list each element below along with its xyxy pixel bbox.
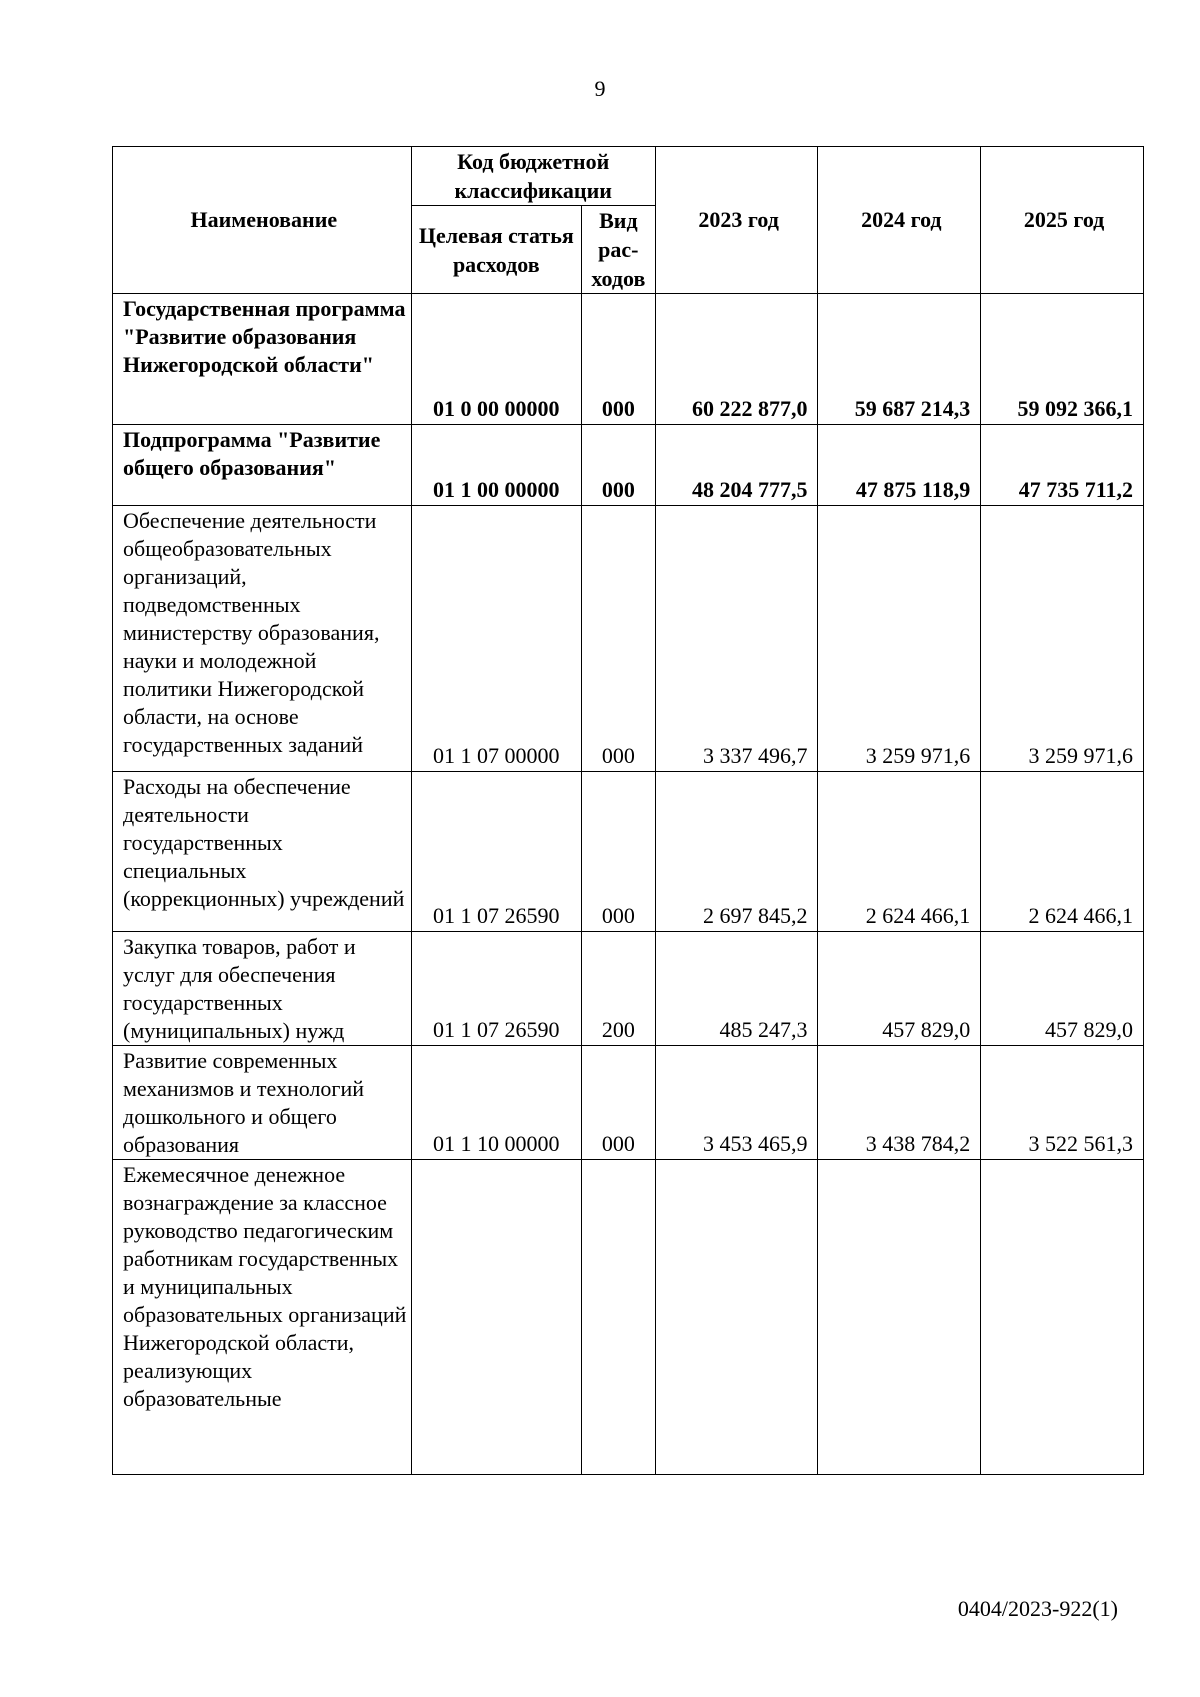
table-row	[113, 294, 1144, 425]
row-value-2025	[981, 1160, 1144, 1475]
row-expense-kind: 000	[581, 1046, 655, 1160]
row-value-2023: 485 247,3	[655, 932, 818, 1046]
row-value-2023: 48 204 777,5	[655, 425, 818, 506]
row-target-article: 01 1 00 00000	[411, 425, 581, 506]
row-name: Обеспечение деятельности общеобразовательных организаций, подведомственных министерству образования, науки и молодежной политики Нижегородской области, на основе государственных заданий	[113, 506, 412, 772]
row-target-article: 01 0 00 00000	[411, 294, 581, 425]
row-target-article: 01 1 10 00000	[411, 1046, 581, 1160]
row-value-2023: 3 453 465,9	[655, 1046, 818, 1160]
row-value-2025: 3 522 561,3	[981, 1046, 1144, 1160]
row-target-article: 01 1 07 26590	[411, 772, 581, 932]
row-target-article: 01 1 07 00000	[411, 506, 581, 772]
header-name: Наименование	[113, 147, 412, 294]
table-row	[113, 772, 1144, 932]
row-value-2024: 2 624 466,1	[818, 772, 981, 932]
header-target-article: Целевая статья расходов	[411, 206, 581, 294]
row-target-article: 01 1 07 26590	[411, 932, 581, 1046]
table-row	[113, 506, 1144, 772]
header-2023: 2023 год	[655, 147, 818, 294]
row-expense-kind: 200	[581, 932, 655, 1046]
row-value-2023: 2 697 845,2	[655, 772, 818, 932]
row-value-2024: 47 875 118,9	[818, 425, 981, 506]
row-name: Ежемесячное денежное вознаграждение за классное руководство педагогическим работникам государственных и муниципальных образовательных организаций Нижегородской области, реализующих образовательные	[113, 1160, 412, 1475]
row-value-2025: 457 829,0	[981, 932, 1144, 1046]
row-expense-kind	[581, 1160, 655, 1475]
row-value-2025: 59 092 366,1	[981, 294, 1144, 425]
header-2025: 2025 год	[981, 147, 1144, 294]
row-value-2023: 60 222 877,0	[655, 294, 818, 425]
row-value-2024: 3 438 784,2	[818, 1046, 981, 1160]
table-row	[113, 425, 1144, 506]
row-name: Расходы на обеспечение деятельности государственных специальных (коррекционных) учреждений	[113, 772, 412, 932]
row-value-2024	[818, 1160, 981, 1475]
row-value-2025: 3 259 971,6	[981, 506, 1144, 772]
row-value-2023	[655, 1160, 818, 1475]
header-expense-kind: Вид рас-ходов	[581, 206, 655, 294]
row-target-article	[411, 1160, 581, 1475]
row-value-2024: 457 829,0	[818, 932, 981, 1046]
row-value-2025: 47 735 711,2	[981, 425, 1144, 506]
row-expense-kind: 000	[581, 294, 655, 425]
row-value-2023: 3 337 496,7	[655, 506, 818, 772]
budget-table	[112, 146, 1144, 1475]
row-expense-kind: 000	[581, 506, 655, 772]
header-2024: 2024 год	[818, 147, 981, 294]
row-name: Развитие современных механизмов и технологий дошкольного и общего образования	[113, 1046, 412, 1160]
table-row	[113, 932, 1144, 1046]
table-row	[113, 1046, 1144, 1160]
row-name: Подпрограмма "Развитие общего образования"	[113, 425, 412, 506]
row-name: Закупка товаров, работ и услуг для обеспечения государственных (муниципальных) нужд	[113, 932, 412, 1046]
row-value-2024: 3 259 971,6	[818, 506, 981, 772]
row-value-2025: 2 624 466,1	[981, 772, 1144, 932]
header-code-group: Код бюджетной классификации	[411, 147, 655, 206]
table-row	[113, 1160, 1144, 1475]
row-name: Государственная программа "Развитие образования Нижегородской области"	[113, 294, 412, 425]
row-expense-kind: 000	[581, 425, 655, 506]
document-id: 0404/2023-922(1)	[957, 1596, 1118, 1621]
page-number: 9	[594, 76, 606, 101]
table-header-row	[113, 147, 1144, 206]
row-value-2024: 59 687 214,3	[818, 294, 981, 425]
row-expense-kind: 000	[581, 772, 655, 932]
